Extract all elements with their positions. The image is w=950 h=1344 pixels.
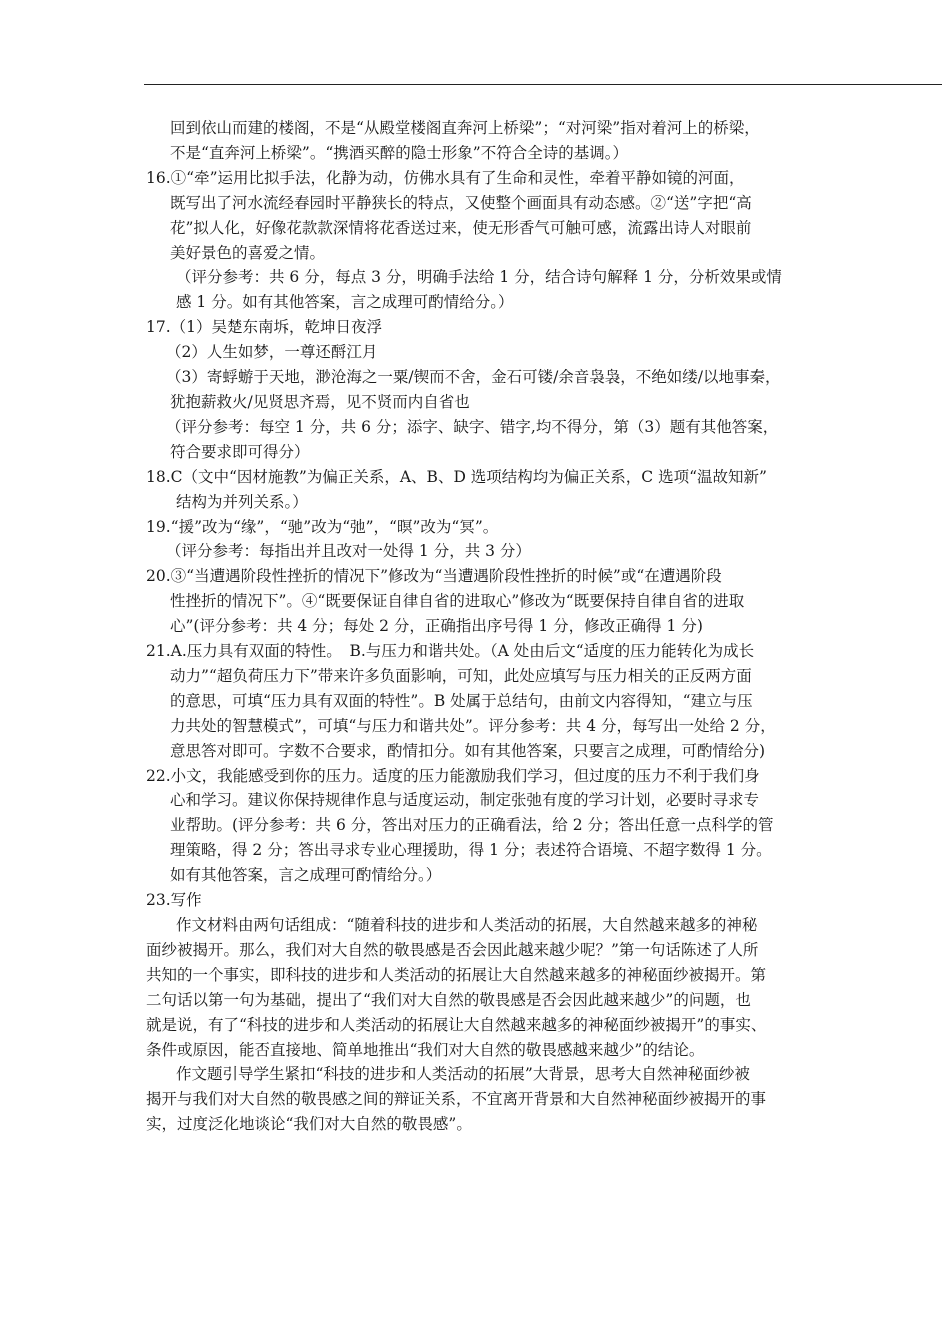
- text-line: 就是说，有了“科技的进步和人类活动的拓展让大自然越来越多的神秘面纱被揭开”的事实、: [146, 1015, 767, 1034]
- text-line: 21.A.压力具有双面的特性。 B.与压力和谐共处。（A 处由后文“适度的压力能转化为成长: [146, 642, 755, 661]
- answer-text: [146, 116, 836, 1137]
- text-line: 性挫折的情况下”。④“既要保证自律自省的进取心”修改为“既要保持自律自省的进取: [170, 592, 745, 611]
- text-line: 揭开与我们对大自然的敬畏感之间的辩证关系，不宜离开背景和大自然神秘面纱被揭开的事: [146, 1090, 767, 1109]
- text-line: 犹抱薪救火/见贤思齐焉，见不贤而内自省也: [170, 392, 470, 411]
- text-line: 18.C（文中“因材施教”为偏正关系，A、B、D 选项结构均为偏正关系，C 选项“温故知新”: [146, 467, 767, 486]
- text-line: （2）人生如梦，一尊还酹江月: [166, 343, 378, 362]
- text-line: 22.小文，我能感受到你的压力。适度的压力能激励我们学习，但过度的压力不利于我们身: [146, 766, 760, 785]
- text-line: 如有其他答案，言之成理可酌情给分。）: [170, 866, 442, 885]
- text-line: 16.①“牵”运用比拟手法，化静为动，仿佛水具有了生命和灵性，牵着平静如镜的河面，: [146, 168, 745, 187]
- text-line: 23.写作: [146, 891, 202, 910]
- text-line: 心和学习。建议你保持规律作息与适度运动，制定张弛有度的学习计划，必要时寻求专: [170, 791, 760, 810]
- text-line: 心”(评分参考：共 4 分；每处 2 分，正确指出序号得 1 分，修改正确得 1 分): [170, 617, 703, 636]
- text-line: 感 1 分。如有其他答案，言之成理可酌情给分。）: [176, 293, 514, 312]
- text-line: 理策略，得 2 分；答出寻求专业心理援助，得 1 分；表述符合语境、不超字数得 1 分。: [170, 841, 772, 860]
- text-line: （评分参考：每指出并且改对一处得 1 分，共 3 分）: [166, 542, 531, 561]
- text-line: 动力”“超负荷压力下”带来许多负面影响，可知，此处应填写与压力相关的正反两方面: [170, 666, 752, 685]
- text-line: 条件或原因，能否直接地、简单地推出“我们对大自然的敬畏感越来越少”的结论。: [146, 1040, 705, 1059]
- text-line: 不是“直奔河上桥梁”。“携酒买醉的隐士形象”不符合全诗的基调。）: [170, 143, 628, 162]
- text-line: 美好景色的喜爱之情。: [170, 243, 326, 262]
- text-line: 作文材料由两句话组成：“随着科技的进步和人类活动的拓展，大自然越来越多的神秘: [176, 916, 758, 934]
- text-line: 结构为并列关系。）: [176, 492, 308, 511]
- text-line: 既写出了河水流经春园时平静狭长的特点，又使整个画面具有动态感。②“送”字把“高: [170, 193, 752, 212]
- text-line: 19.“援”改为“缘”，“驰”改为“弛”，“暝”改为“冥”。: [146, 517, 499, 536]
- text-line: 面纱被揭开。那么，我们对大自然的敬畏感是否会因此越来越少呢？”第一句话陈述了人所: [146, 940, 759, 959]
- text-line: 符合要求即可得分）: [170, 442, 310, 461]
- text-line: （评分参考：共 6 分，每点 3 分，明确手法给 1 分，结合诗句解释 1 分，分析效果或情: [176, 268, 782, 287]
- text-line: 实，过度泛化地谈论“我们对大自然的敬畏感”。: [146, 1115, 472, 1134]
- text-line: 意思答对即可。字数不合要求，酌情扣分。如有其他答案，只要言之成理，可酌情给分): [170, 741, 766, 760]
- text-line: （评分参考：每空 1 分，共 6 分；添字、缺字、错字,均不得分，第（3）题有其他答案，: [166, 417, 779, 436]
- text-line: 业帮助。(评分参考：共 6 分，答出对压力的正确看法，给 2 分；答出任意一点科学的管: [170, 816, 774, 835]
- text-line: 20.③“当遭遇阶段性挫折的情况下”修改为“当遭遇阶段性挫折的时候”或“在遭遇阶段: [146, 567, 722, 586]
- text-line: 作文题引导学生紧扣“科技的进步和人类活动的拓展”大背景，思考大自然神秘面纱被: [176, 1065, 750, 1084]
- text-line: 二句话以第一句为基础，提出了“我们对大自然的敬畏感是否会因此越来越少”的问题，也: [146, 990, 751, 1009]
- text-line: （3）寄蜉蝣于天地，渺沧海之一粟/锲而不舍，金石可镂/余音袅袅，不绝如缕/以地事秦，: [166, 368, 781, 387]
- text-line: 17.（1）吴楚东南坼，乾坤日夜浮: [146, 318, 383, 337]
- header-rule: [144, 84, 942, 85]
- text-line: 共知的一个事实，即科技的进步和人类活动的拓展让大自然越来越多的神秘面纱被揭开。第: [146, 965, 767, 984]
- text-line: 力共处的智慧模式”，可填“与压力和谐共处”。评分参考：共 4 分，每写出一处给 2 分，: [170, 716, 776, 735]
- text-line: 回到依山而建的楼阁，不是“从殿堂楼阁直奔河上桥梁”；“对河梁”指对着河上的桥梁，: [170, 119, 760, 137]
- text-line: 花”拟人化，好像花款款深情将花香送过来，使无形香气可触可感，流露出诗人对眼前: [170, 218, 752, 237]
- text-line: 的意思，可填“压力具有双面的特性”。B 处属于总结句，由前文内容得知，“建立与压: [170, 691, 753, 710]
